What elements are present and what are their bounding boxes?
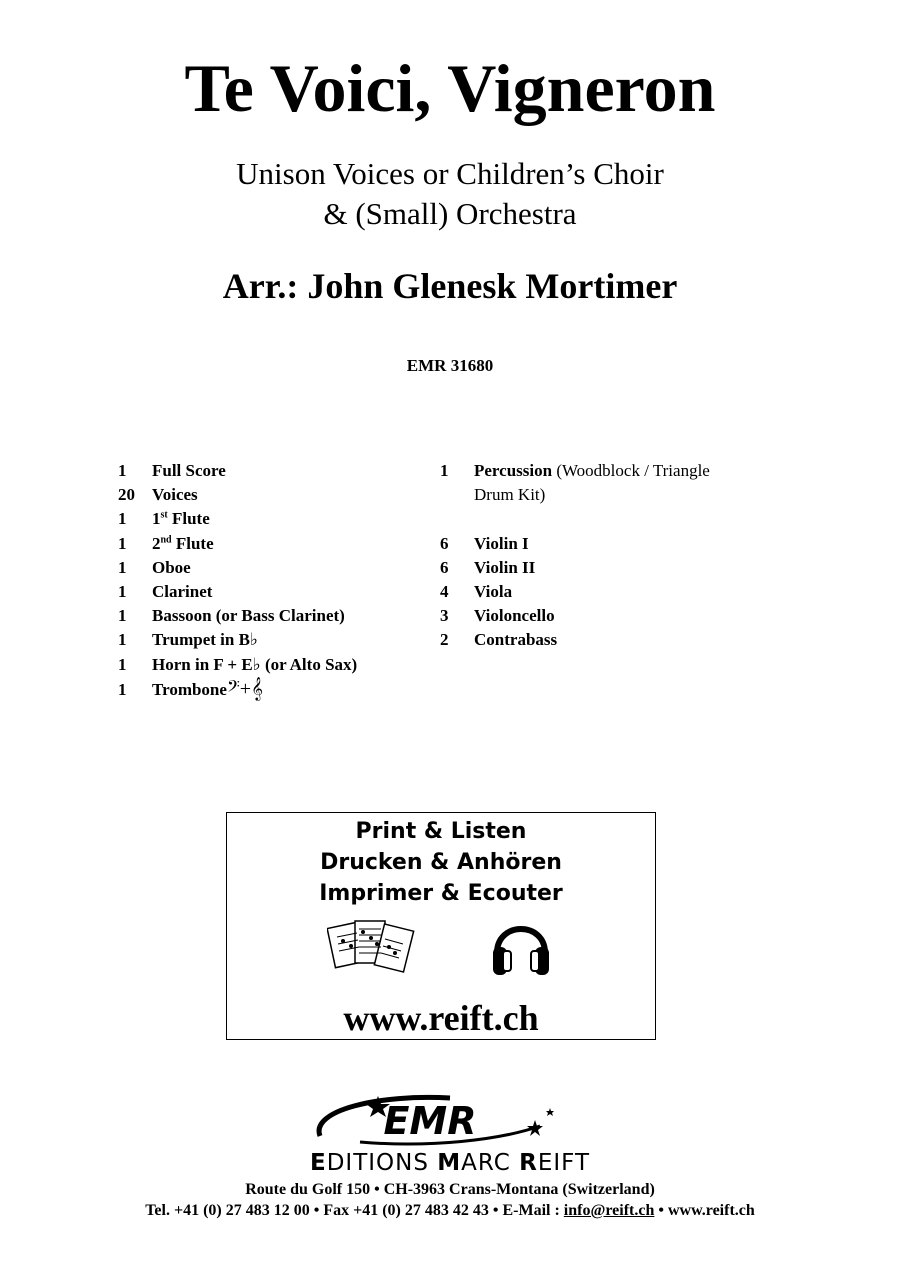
list-item xyxy=(118,532,357,556)
part-quantity: 1 xyxy=(118,679,127,699)
list-item xyxy=(440,532,710,556)
promo-url: www.reift.ch xyxy=(343,998,539,1038)
instrumentation-list-left xyxy=(118,459,357,701)
part-quantity: 6 xyxy=(440,557,449,577)
promo-line-3: Imprimer & Ecouter xyxy=(319,881,563,906)
contact-website: • www.reift.ch xyxy=(654,1202,755,1219)
publisher-word: DITIONS xyxy=(326,1150,438,1176)
part-name: Violoncello xyxy=(474,606,555,626)
part-quantity: 6 xyxy=(440,533,449,553)
list-item xyxy=(118,677,357,701)
list-item xyxy=(118,580,357,604)
publisher-word: ARC xyxy=(461,1150,520,1176)
part-name: Contrabass xyxy=(474,630,558,650)
part-quantity: 20 xyxy=(118,485,135,505)
part-quantity: 3 xyxy=(440,606,449,626)
page-title: Te Voici, Vigneron xyxy=(184,50,716,126)
arranger: Arr.: John Glenesk Mortimer xyxy=(222,266,678,306)
list-item xyxy=(118,604,357,628)
clef-icon: 𝄢+𝄞 xyxy=(226,677,263,700)
part-name: Horn in F + E♭ (or Alto Sax) xyxy=(152,654,358,674)
list-item xyxy=(440,604,710,628)
part-ordinal: 1 xyxy=(152,509,161,529)
part-ordinal-suffix: nd xyxy=(160,533,172,545)
spacer xyxy=(440,507,710,531)
part-quantity: 1 xyxy=(118,630,127,650)
part-quantity: 1 xyxy=(118,581,127,601)
part-detail: (Woodblock / Triangle xyxy=(556,461,710,480)
part-name: Trumpet in B♭ xyxy=(152,630,258,650)
part-name xyxy=(152,507,210,531)
part-ordinal: 2 xyxy=(152,533,161,553)
part-name: Voices xyxy=(152,485,198,505)
headphones-icon xyxy=(489,913,553,979)
publisher-word: EIFT xyxy=(537,1150,591,1176)
part-name: Trombone xyxy=(152,679,227,699)
list-item xyxy=(118,628,357,652)
part-detail: Drum Kit) xyxy=(474,485,546,505)
list-item xyxy=(440,580,710,604)
part-ordinal-suffix: st xyxy=(160,509,168,521)
instrumentation-list-right xyxy=(440,459,710,653)
email-link[interactable]: info@reift.ch xyxy=(563,1202,655,1219)
publisher-contact xyxy=(0,1202,900,1220)
subtitle xyxy=(0,154,900,234)
subtitle-line-2: & (Small) Orchestra xyxy=(323,196,577,231)
part-name: Viola xyxy=(474,581,513,601)
part-name: Full Score xyxy=(152,461,226,480)
part-name: Percussion xyxy=(474,461,553,480)
part-name: Violin I xyxy=(474,533,529,553)
promo-line-1: Print & Listen xyxy=(355,819,527,844)
contact-phone-fax: Tel. +41 (0) 27 483 12 00 • Fax +41 (0) 27 483 42 43 • E-Mail : xyxy=(145,1202,564,1219)
list-item xyxy=(118,556,357,580)
part-quantity: 1 xyxy=(118,533,127,553)
list-item xyxy=(440,459,710,483)
part-name: Violin II xyxy=(474,557,536,577)
part-quantity: 1 xyxy=(440,461,449,480)
list-item xyxy=(118,653,357,677)
list-item xyxy=(118,507,357,531)
print-listen-box xyxy=(226,812,656,1040)
part-quantity: 1 xyxy=(118,654,127,674)
part-name xyxy=(152,532,214,556)
part-instrument: Flute xyxy=(171,533,214,553)
part-quantity: 2 xyxy=(440,630,449,650)
publisher-name xyxy=(0,1150,900,1176)
subtitle-line-1: Unison Voices or Children’s Choir xyxy=(236,156,664,191)
part-quantity: 4 xyxy=(440,581,449,601)
part-quantity: 1 xyxy=(118,509,127,529)
publisher-initial: E xyxy=(309,1150,327,1176)
list-item-continued xyxy=(440,483,710,507)
part-name: Bassoon (or Bass Clarinet) xyxy=(152,606,345,626)
list-item xyxy=(118,483,357,507)
list-item xyxy=(440,628,710,652)
part-quantity: 1 xyxy=(118,557,127,577)
part-instrument: Flute xyxy=(167,509,210,529)
emr-logo xyxy=(300,1090,560,1150)
part-quantity: 1 xyxy=(118,606,127,626)
catalog-number: EMR 31680 xyxy=(406,356,494,375)
publisher-initial: M xyxy=(437,1150,462,1176)
logo-text: EMR xyxy=(383,1099,477,1143)
promo-line-2: Drucken & Anhören xyxy=(320,850,562,875)
list-item xyxy=(118,459,357,483)
publisher-address: Route du Golf 150 • CH-3963 Crans-Montana (Switzerland) xyxy=(245,1181,655,1198)
part-name: Clarinet xyxy=(152,581,213,601)
sheet-music-icon xyxy=(327,917,419,985)
list-item xyxy=(440,556,710,580)
part-quantity: 1 xyxy=(118,461,127,480)
publisher-initial: R xyxy=(519,1150,538,1176)
part-name: Oboe xyxy=(152,557,191,577)
